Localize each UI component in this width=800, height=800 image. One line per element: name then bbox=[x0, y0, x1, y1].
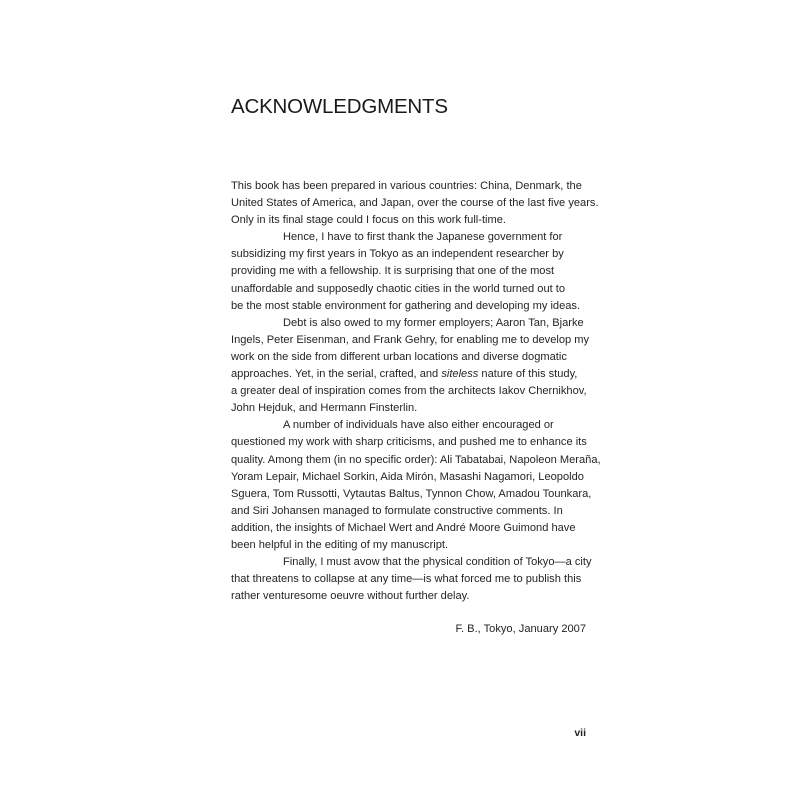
text-line: a greater deal of inspiration comes from the architects Iakov Chernikhov, bbox=[231, 385, 587, 398]
text-line: and Siri Johansen managed to formulate constructive comments. In bbox=[231, 504, 563, 517]
text-line: that threatens to collapse at any time—is what forced me to publish this bbox=[231, 573, 582, 586]
text-line: Finally, I must avow that the physical condition of Tokyo—a city bbox=[283, 556, 592, 569]
text-line: Sguera, Tom Russotti, Vytautas Baltus, Tynnon Chow, Amadou Tounkara, bbox=[231, 487, 592, 500]
text-line: United States of America, and Japan, over the course of the last five years. bbox=[231, 197, 599, 210]
text-line: John Hejduk, and Hermann Finsterlin. bbox=[231, 402, 418, 415]
text-line: Yoram Lepair, Michael Sorkin, Aida Mirón, Masashi Nagamori, Leopoldo bbox=[231, 470, 584, 483]
acknowledgments-body bbox=[231, 178, 601, 605]
text-line: work on the side from different urban locations and diverse dogmatic bbox=[231, 350, 567, 363]
text-line: subsidizing my first years in Tokyo as an independent researcher by bbox=[231, 248, 564, 261]
paragraph-1 bbox=[231, 178, 599, 229]
text-line: This book has been prepared in various countries: China, Denmark, the bbox=[231, 180, 582, 192]
page-number: vii bbox=[574, 727, 586, 739]
text-segment: nature of this study, bbox=[478, 368, 578, 381]
text-line: Only in its final stage could I focus on this work full-time. bbox=[231, 214, 506, 227]
text-line: be the most stable environment for gathering and developing my ideas. bbox=[231, 299, 581, 312]
text-line: Ingels, Peter Eisenman, and Frank Gehry, for enabling me to develop my bbox=[231, 333, 590, 346]
text-line: A number of individuals have also either encouraged or bbox=[283, 419, 554, 432]
text-line bbox=[231, 366, 596, 383]
text-line: providing me with a fellowship. It is surprising that one of the most bbox=[231, 265, 555, 278]
paragraph-2 bbox=[231, 229, 596, 314]
signature: F. B., Tokyo, January 2007 bbox=[455, 623, 586, 635]
page-title: ACKNOWLEDGMENTS bbox=[231, 95, 448, 118]
paragraph-4 bbox=[231, 417, 601, 554]
text-line: questioned my work with sharp criticisms, and pushed me to enhance its bbox=[231, 436, 587, 449]
paragraph-5 bbox=[231, 554, 596, 605]
text-line: quality. Among them (in no specific order): Ali Tabatabai, Napoleon Meraña, bbox=[231, 453, 601, 466]
text-line: unaffordable and supposedly chaotic cities in the world turned out to bbox=[231, 282, 566, 295]
text-line: rather venturesome oeuvre without further delay. bbox=[231, 590, 470, 603]
text-line: been helpful in the editing of my manuscript. bbox=[231, 538, 449, 551]
text-line: Hence, I have to first thank the Japanese government for bbox=[283, 231, 563, 244]
text-line: addition, the insights of Michael Wert and André Moore Guimond have bbox=[231, 521, 576, 534]
text-segment: approaches. Yet, in the serial, crafted, and bbox=[231, 368, 442, 381]
text-line: Debt is also owed to my former employers; Aaron Tan, Bjarke bbox=[283, 316, 584, 329]
emphasized-text: siteless bbox=[441, 368, 479, 381]
paragraph-3 bbox=[231, 315, 596, 418]
